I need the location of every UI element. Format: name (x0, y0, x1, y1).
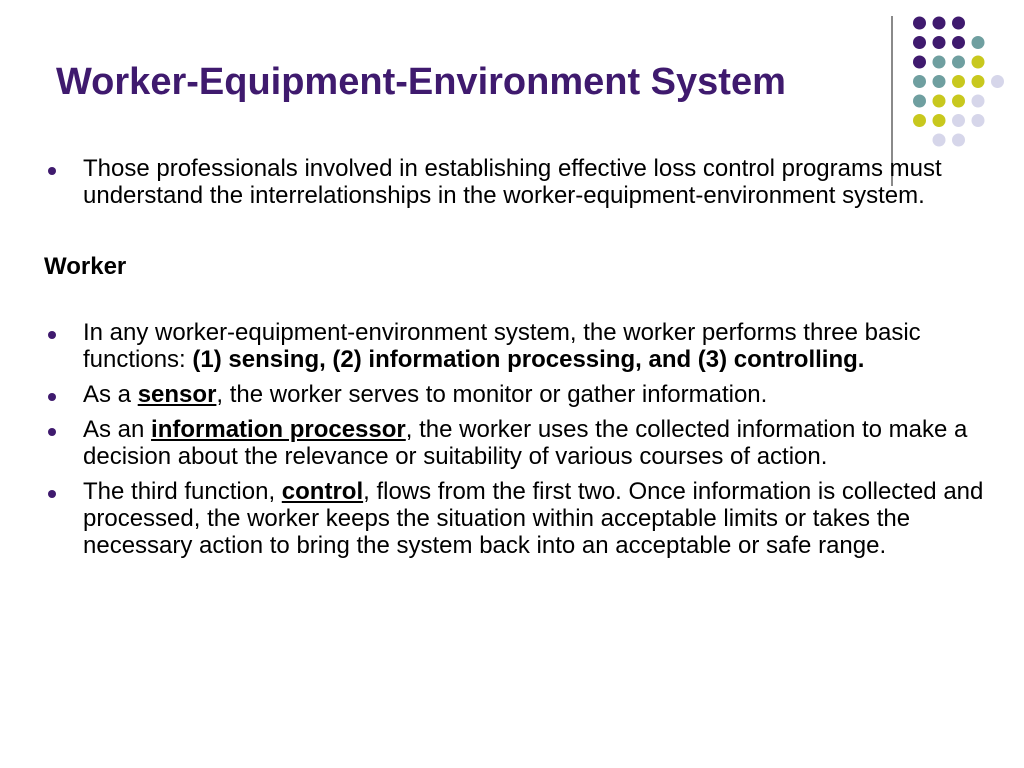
decorative-dot (933, 75, 946, 88)
decorative-dot (913, 36, 926, 49)
decorative-dot (933, 114, 946, 127)
decorative-dot (933, 95, 946, 108)
intro-text: Those professionals involved in establishing effective loss control programs must understand the interrelationships in the worker-equipment-environment system. (83, 155, 942, 209)
functions-list: (1) sensing, (2) information processing, and (3) controlling. (192, 346, 865, 373)
decorative-dot (952, 95, 965, 108)
bullet-intro (44, 155, 984, 209)
slide-title: Worker-Equipment-Environment System (56, 61, 786, 103)
decorative-dot (972, 36, 985, 49)
control-suffix: , flows from the first two. Once information is collected and processed, the worker keeps the situation within acceptable limits or takes the necessary action to bring the system back into an acceptable or safe range. (83, 478, 984, 559)
bullet-functions (44, 319, 984, 373)
decorative-dot (972, 56, 985, 69)
decorative-dot (933, 134, 946, 147)
bullet-control (44, 478, 984, 559)
decorative-dot (952, 36, 965, 49)
section-heading-worker: Worker (44, 253, 127, 280)
decorative-dot (952, 56, 965, 69)
sensor-term: sensor (137, 381, 217, 408)
dot-grid-decoration (897, 16, 1017, 176)
decorative-dot (952, 134, 965, 147)
bullet-sensor (44, 381, 984, 408)
decorative-dot (913, 17, 926, 30)
decorative-dot (913, 56, 926, 69)
decorative-dot (972, 95, 985, 108)
decorative-dot (933, 17, 946, 30)
decorative-dot (952, 75, 965, 88)
processor-term: information processor (151, 416, 406, 443)
slide-body (44, 155, 984, 559)
decorative-dot (972, 75, 985, 88)
decorative-dot (952, 114, 965, 127)
processor-prefix: As an (83, 416, 152, 443)
sensor-suffix: , the worker serves to monitor or gather information. (216, 381, 768, 408)
decorative-dot (933, 56, 946, 69)
bullet-information-processor (44, 416, 984, 470)
decorative-dot (972, 114, 985, 127)
decorative-dot (952, 17, 965, 30)
control-term: control (281, 478, 364, 505)
decorative-dot (991, 75, 1004, 88)
functions-text: In any worker-equipment-environment system, the worker performs three basic functions: (83, 319, 921, 373)
decorative-dot (933, 36, 946, 49)
processor-suffix: , the worker uses the collected information to make a decision about the relevance or suitability of various courses of action. (83, 416, 968, 470)
sensor-prefix: As a (83, 381, 138, 408)
decorative-dot (913, 114, 926, 127)
decorative-dot (913, 75, 926, 88)
control-prefix: The third function, (83, 478, 282, 505)
decorative-dot (913, 95, 926, 108)
